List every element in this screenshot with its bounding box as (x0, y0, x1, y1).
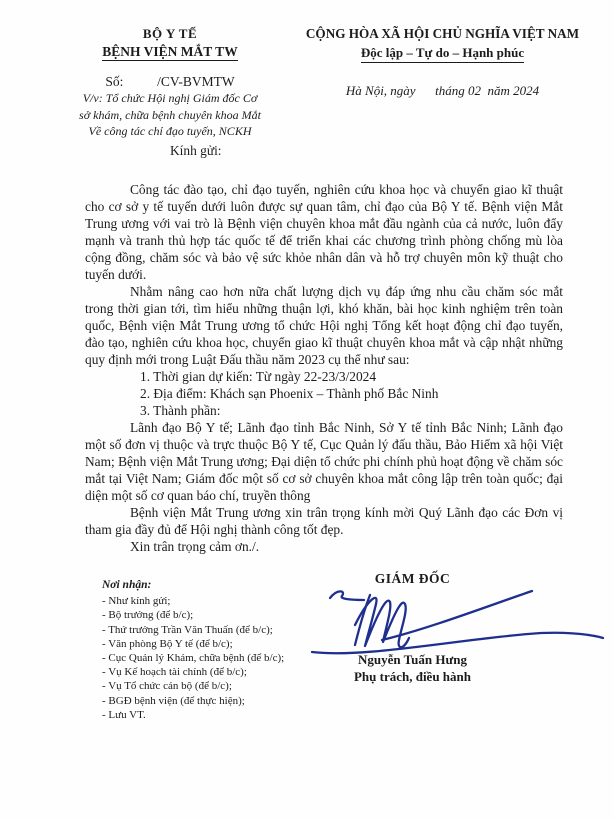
header-right (300, 26, 585, 99)
subject-line-1: V/v: Tổ chức Hội nghị Giám đốc Cơ (82, 91, 258, 105)
signer-identity (320, 652, 505, 685)
list-item-time: 1. Thời gian dự kiến: Từ ngày 22-23/3/2024 (140, 369, 377, 384)
recipient-item: - Vụ Tổ chức cán bộ (để b/c); (102, 680, 232, 693)
list-item-location: 2. Địa điểm: Khách sạn Phoenix – Thành phố Bắc Ninh (140, 386, 439, 401)
place-and-date: Hà Nội, ngày tháng 02 năm 2024 (345, 83, 540, 98)
salutation: Kính gửi: (170, 143, 222, 158)
ministry-name: BỘ Y TẾ (142, 26, 198, 41)
closing-line: Xin trân trọng cảm ơn./. (130, 539, 260, 554)
recipient-item: - Thứ trưởng Trần Văn Thuấn (để b/c); (102, 623, 273, 636)
subject-line-2: sở khám, chữa bệnh chuyên khoa Mắt (79, 107, 261, 122)
document-number: Số: /CV-BVMTW (105, 74, 235, 89)
signer-title: GIÁM ĐỐC (374, 571, 451, 586)
recipient-item: - Bộ trưởng (để b/c); (102, 609, 194, 622)
organization-name-text: BỆNH VIỆN MẮT TW (102, 44, 238, 59)
letter-body (85, 142, 563, 555)
paragraph-2: Nhằm nâng cao hơn nữa chất lượng dịch vụ đáp ứng nhu cầu chăm sóc mắt trong thời gian tới, tìm hiểu những thuận lợi, khó khăn, bài học kinh nghiệm trên toàn quốc, Bệnh viện Mắt Trung ương tổ chức Hội nghị Tổng kết hoạt động chỉ đạo tuyến, đào tạo, nghiên cứu khoa học, chuyển giao kĩ thuật chuyên khoa mắt và cập nhật những quy định mới trong Luật Đấu thầu năm 2023 cụ thể như sau: (85, 284, 563, 367)
subject-line-3: Về công tác chỉ đạo tuyến, NCKH (88, 124, 252, 138)
recipient-item: - Lưu VT. (102, 708, 146, 721)
paragraph-1: Công tác đào tạo, chỉ đạo tuyến, nghiên cứu khoa học và chuyển giao kĩ thuật cho cơ sở y tế tuyến dưới luôn được sự quan tâm, chỉ đạo của Bộ Y tế. Bệnh viện Mắt Trung ương với vai trò là Bệnh viện chuyên khoa mắt đầu ngành của cả nước, luôn đẩy mạnh và tranh thủ hợp tác quốc tế để triển khai các chương trình phòng chống mù lòa cộng đồng, chăm sóc và bảo vệ sức khỏe nhân dân và hỗ trợ chuyên môn kỹ thuật cho tuyến dưới. (85, 182, 563, 282)
national-title: CỘNG HÒA XÃ HỘI CHỦ NGHĨA VIỆT NAM (305, 26, 580, 41)
recipients-block (102, 578, 322, 722)
recipient-item: - Văn phòng Bộ Y tế (để b/c); (102, 637, 233, 650)
national-motto-text: Độc lập – Tự do – Hạnh phúc (361, 45, 524, 63)
paragraph-3: Lãnh đạo Bộ Y tế; Lãnh đạo tỉnh Bắc Ninh, Sở Y tế tỉnh Bắc Ninh; Lãnh đạo một số đơn vị thuộc và trực thuộc Bộ Y tế, Cục Quản lý đấu thầu, Bảo Hiểm xã hội Việt Nam; Bệnh viện Mắt Trung ương; Đại diện tổ chức phi chính phủ hoạt động về chăm sóc mắt tại Việt Nam; Giám đốc một số cơ sở chuyên khoa mắt công lập trên toàn quốc; đại diện một số cơ quan báo chí, truyền thông (85, 420, 563, 503)
signer-role: Phụ trách, điều hành (353, 668, 472, 684)
recipient-item: - Như kính gửi; (102, 595, 171, 608)
recipients-label: Nơi nhận: (102, 579, 152, 591)
recipient-item: - BGĐ bệnh viện (để thực hiện); (102, 694, 245, 707)
handwritten-signature (308, 583, 606, 661)
header-left (45, 26, 295, 140)
list-item-participants: 3. Thành phần: (140, 403, 221, 418)
signer-name: Nguyễn Tuấn Hưng (358, 652, 467, 667)
recipient-item: - Cục Quản lý Khám, chữa bệnh (để b/c); (102, 652, 285, 665)
organization-name (45, 44, 295, 60)
national-motto (300, 45, 585, 61)
paragraph-4: Bệnh viện Mắt Trung ương xin trân trọng kính mời Quý Lãnh đạo các Đơn vị tham gia đầy đủ để Hội nghị thành công tốt đẹp. (85, 505, 563, 537)
recipient-item: - Vụ Kế hoạch tài chính (để b/c); (102, 666, 247, 679)
